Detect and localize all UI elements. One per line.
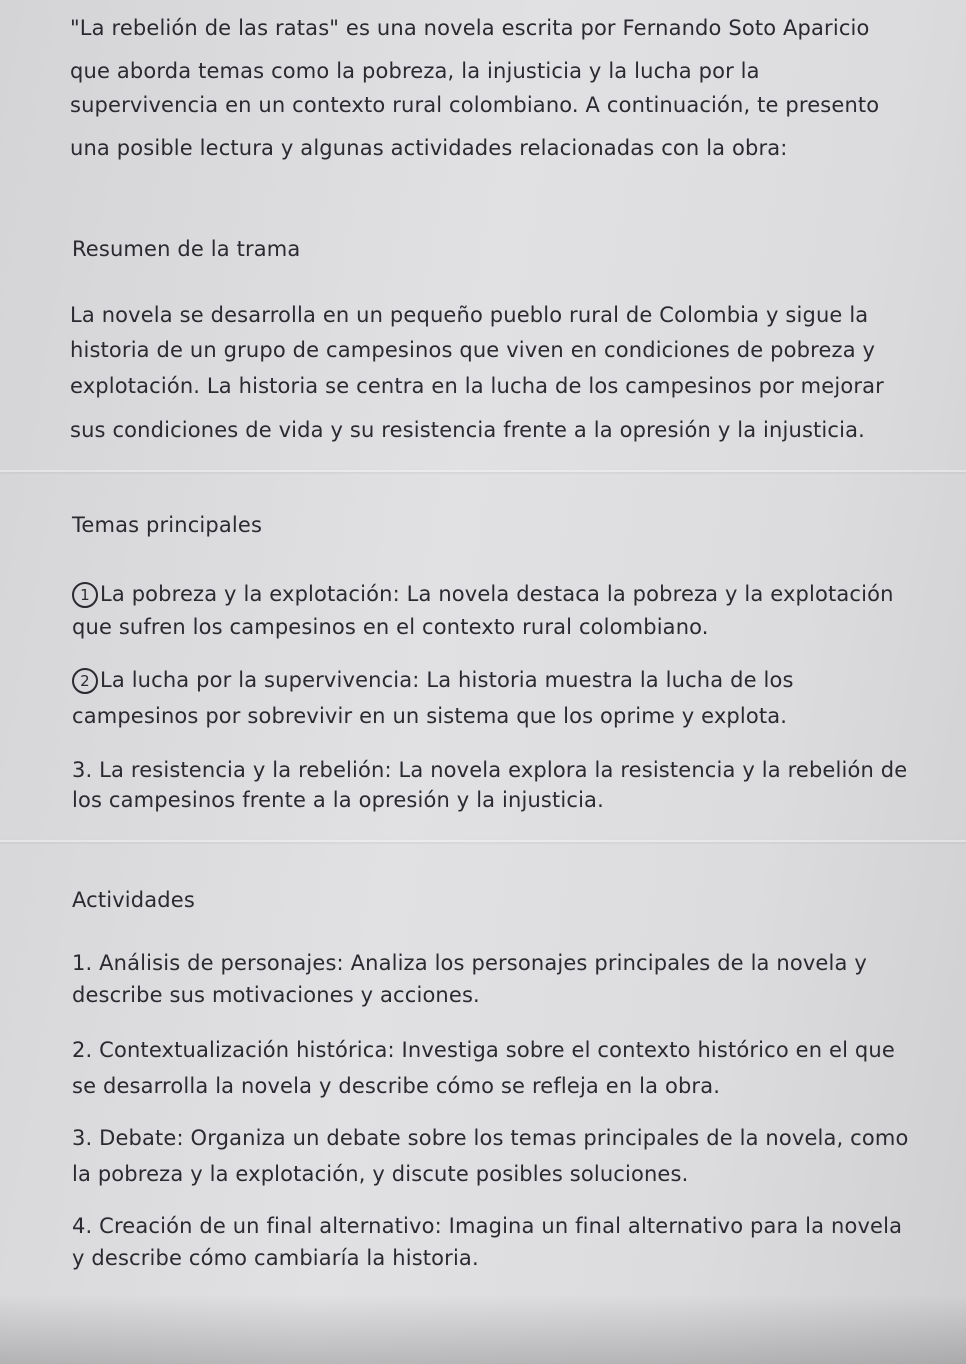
theme-text: La resistencia y la rebelión: La novela explora la resistencia y la rebelión de: [99, 758, 908, 782]
activity-text: 3. Debate: Organiza un debate sobre los temas principales de la novela, como: [72, 1126, 909, 1150]
intro-line: que aborda temas como la pobreza, la injusticia y la lucha por la: [70, 59, 760, 83]
theme-text: La lucha por la supervivencia: La historia muestra la lucha de los: [100, 668, 794, 692]
summary-line: explotación. La historia se centra en la lucha de los campesinos por mejorar: [70, 374, 884, 398]
intro-line: "La rebelión de las ratas" es una novela escrita por Fernando Soto Aparicio: [70, 16, 870, 40]
circled-number: 2: [72, 668, 98, 694]
activity-text: 4. Creación de un final alternativo: Imagina un final alternativo para la novela: [72, 1214, 903, 1238]
theme-item: [72, 760, 907, 781]
circled-number: 1: [72, 582, 98, 608]
theme-number: 3.: [72, 758, 93, 782]
summary-heading: Resumen de la trama: [72, 237, 301, 261]
theme-text: La pobreza y la explotación: La novela destaca la pobreza y la explotación: [100, 582, 894, 606]
activity-text: y describe cómo cambiaría la historia.: [72, 1246, 479, 1270]
themes-heading: Temas principales: [72, 513, 263, 537]
activity-text: se desarrolla la novela y describe cómo se refleja en la obra.: [72, 1074, 721, 1098]
theme-item: [72, 582, 894, 608]
summary-line: historia de un grupo de campesinos que viven en condiciones de pobreza y: [70, 338, 876, 362]
theme-text: que sufren los campesinos en el contexto rural colombiano.: [72, 615, 709, 639]
intro-line: supervivencia en un contexto rural colombiano. A continuación, te presento: [70, 93, 880, 117]
intro-line: una posible lectura y algunas actividades relacionadas con la obra:: [70, 136, 788, 160]
paper-fold: [0, 840, 966, 842]
summary-line: sus condiciones de vida y su resistencia frente a la opresión y la injusticia.: [70, 418, 865, 442]
theme-item: [72, 668, 794, 694]
summary-line: La novela se desarrolla en un pequeño pueblo rural de Colombia y sigue la: [70, 303, 869, 327]
theme-text: los campesinos frente a la opresión y la injusticia.: [72, 788, 604, 812]
activity-text: 1. Análisis de personajes: Analiza los personajes principales de la novela y: [72, 951, 867, 975]
page-shadow: [0, 1294, 966, 1364]
activity-text: describe sus motivaciones y acciones.: [72, 983, 480, 1007]
activity-text: 2. Contextualización histórica: Investiga sobre el contexto histórico en el que: [72, 1038, 895, 1062]
activity-text: la pobreza y la explotación, y discute posibles soluciones.: [72, 1162, 689, 1186]
paper-fold: [0, 470, 966, 472]
activities-heading: Actividades: [72, 888, 195, 912]
theme-text: campesinos por sobrevivir en un sistema que los oprime y explota.: [72, 704, 788, 728]
